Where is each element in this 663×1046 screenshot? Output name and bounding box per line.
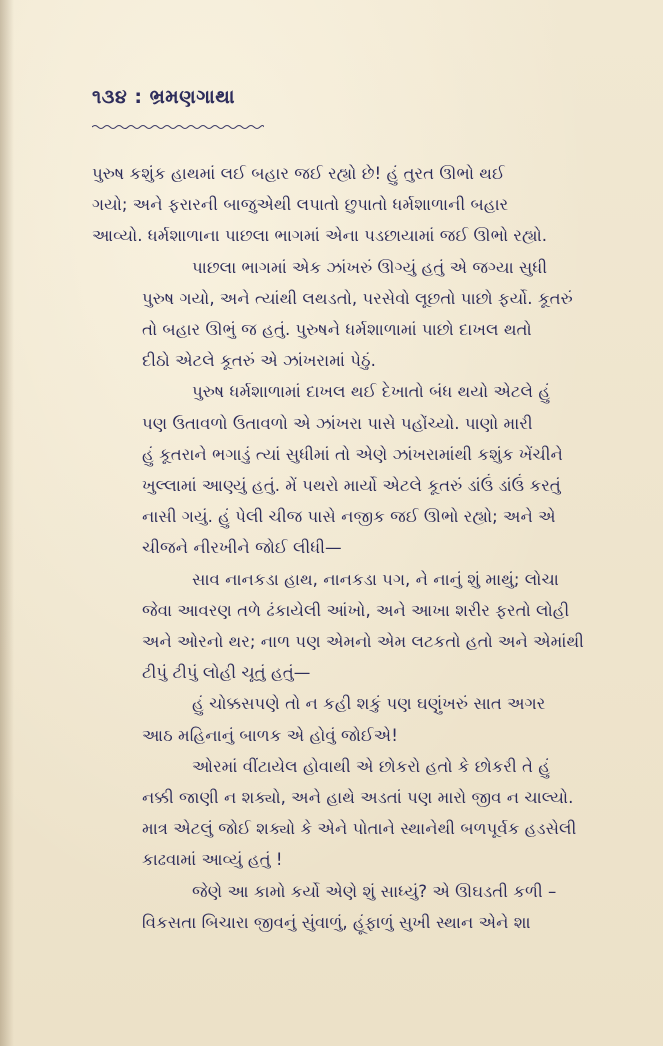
- text-line: પુરુષ ધર્મશાળામાં દાખલ થઈ દેખાતો બંધ થયો એટલે હું: [192, 382, 551, 402]
- text-line: હું ચોક્કસપણે તો ન કહી શકું પણ ઘણુંખરું સાત અગર: [192, 694, 546, 714]
- text-line: જેવા આવરણ તળે ઢંકાયેલી આંખો, અને આખા શરીર ફરતો લોહી: [142, 600, 570, 620]
- text-line: તો બહાર ઊભું જ હતું. પુરુષને ધર્મશાળામાં પાછો દાખલ થતો: [142, 320, 532, 340]
- paragraph-3: [92, 376, 622, 563]
- text-line: હું કૂતરાને ભગાડું ત્યાં સુધીમાં તો એણે ઝાંખરામાંથી કશુંક ખેંચીને: [142, 444, 563, 464]
- text-line: ગયો; અને ફરારની બાજુએથી લપાતો છુપાતો ધર્મશાળાની બહાર: [92, 195, 509, 215]
- text-line: નાસી ગયું. હું પેલી ચીજ પાસે નજીક જઈ ઊભો રહ્યો; અને એ: [142, 507, 556, 527]
- paragraph-6: [92, 751, 622, 876]
- text-line: પાછલા ભાગમાં એક ઝાંખરું ઊગ્યું હતું એ જગ્યા સુધી: [192, 257, 548, 277]
- paragraph-1: [92, 158, 622, 252]
- text-line: ચીજને નીરખીને જોઈ લીધી—: [142, 538, 342, 558]
- text-line: નક્કી જાણી ન શક્યો, અને હાથે અડતાં પણ મારો જીવ ન ચાલ્યો.: [142, 788, 574, 808]
- paragraph-7: [92, 876, 622, 938]
- text-line: ઓરમાં વીંટાયેલ હોવાથી એ છોકરો હતો કે છોકરી તે હું: [192, 756, 551, 776]
- header-wavy-rule: [92, 124, 264, 130]
- text-line: જેણે આ કામો કર્યો એણે શું સાધ્યું? એ ઊઘડતી કળી –: [192, 881, 557, 901]
- text-line: આઠ મહિનાનું બાળક એ હોવું જોઈએ!: [142, 725, 398, 745]
- page-spine-shadow: [0, 0, 14, 1046]
- text-line: માત્ર એટલું જોઈ શક્યો કે એને પોતાને સ્થાનેથી બળપૂર્વક હડસેલી: [142, 819, 577, 839]
- text-line: દીઠો એટલે કૂતરું એ ઝાંખરામાં પેઠું.: [142, 351, 376, 371]
- text-line: ટીપું ટીપું લોહી ચૂતું હતું—: [142, 663, 311, 683]
- text-line: વિકસતા બિચારા જીવનું સુંવાળું, હૂંફાળું સુખી સ્થાન એને શા: [142, 912, 531, 932]
- text-line: કાઢવામાં આવ્યું હતું !: [142, 850, 283, 870]
- text-line: આવ્યો. ધર્મશાળાના પાછલા ભાગમાં એના પડછાયામાં જઈ ઊભો રહ્યો.: [92, 226, 548, 246]
- paragraph-5: [92, 688, 622, 750]
- text-line: સાવ નાનકડા હાથ, નાનકડા પગ, ને નાનું શું માથું; લોચા: [192, 569, 559, 589]
- text-line: પુરુષ કશુંક હાથમાં લઈ બહાર જઈ રહ્યો છે! હું તુરત ઊભો થઈ: [92, 164, 505, 183]
- text-line: પુરુષ ગયો, અને ત્યાંથી લથડતો, પરસેવો લૂછતો પાછો ફર્યો. કૂતરું: [142, 288, 573, 308]
- paragraph-2: [92, 252, 622, 377]
- text-line: ખુલ્લામાં આણ્યું હતું. મેં પથરો માર્યો એટલે કૂતરું ડાંઉં ડાંઉં કરતું: [142, 476, 561, 496]
- page-header: ૧૩૪ : ભ્રમણગાથા: [92, 86, 236, 108]
- text-line: પણ ઉતાવળો ઉતાવળો એ ઝાંખરા પાસે પહોંચ્યો. પાણો મારી: [142, 413, 533, 433]
- body-text: [92, 158, 622, 938]
- paragraph-4: [92, 564, 622, 689]
- text-line: અને ઓરનો થર; નાળ પણ એમનો એમ લટકતો હતો અને એમાંથી: [142, 632, 584, 652]
